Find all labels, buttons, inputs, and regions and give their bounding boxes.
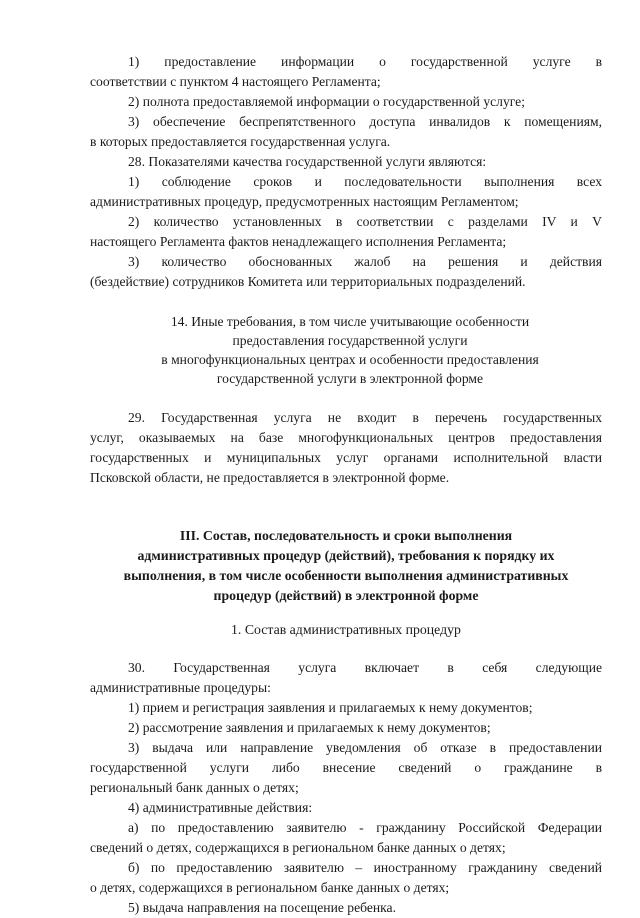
text-line: государственных и муниципальных услуг органами исполнительной власти xyxy=(90,450,602,465)
text-line: а) по предоставлению заявителю - гражданину Российской Федерации xyxy=(128,820,602,835)
text-line: административные процедуры: xyxy=(90,680,271,695)
text-line: административных процедур, предусмотренных настоящим Регламентом; xyxy=(90,194,519,209)
text-line: 2) количество установленных в соответствии с разделами IV и V xyxy=(128,214,602,229)
heading-line: процедур (действий) в электронной форме xyxy=(213,588,479,603)
text-line: 3) обеспечение беспрепятственного доступа инвалидов к помещениям, xyxy=(128,114,602,129)
text-line: настоящего Регламента фактов ненадлежащего исполнения Регламента; xyxy=(90,234,507,249)
paragraph-30 xyxy=(90,658,602,918)
text-line: 28. Показателями качества государственной услуги являются: xyxy=(128,154,487,169)
text-line: государственной услуги либо внесение сведений о гражданине в xyxy=(90,760,602,775)
text-line: (бездействие) сотрудников Комитета или территориальных подразделений. xyxy=(90,274,526,289)
text-line: Псковской области, не предоставляется в электронной форме. xyxy=(90,470,450,485)
text-line: соответствии с пунктом 4 настоящего Регламента; xyxy=(90,74,381,89)
text-line: 2) полнота предоставляемой информации о государственной услуге; xyxy=(128,94,525,109)
text-line: б) по предоставлению заявителю – иностранному гражданину сведений xyxy=(128,860,602,875)
text-line: в которых предоставляется государственная услуга. xyxy=(90,134,391,149)
heading-line: в многофункциональных центрах и особенности предоставления xyxy=(161,352,539,367)
text-line: 1) соблюдение сроков и последовательности выполнения всех xyxy=(128,174,602,189)
paragraph-29 xyxy=(90,408,602,488)
text-line: 1) прием и регистрация заявления и прилагаемых к нему документов; xyxy=(128,700,533,715)
heading-line: III. Состав, последовательность и сроки выполнения xyxy=(179,528,513,543)
text-line: о детях, содержащихся в региональном банке данных о детях; xyxy=(90,880,450,895)
heading-line: 14. Иные требования, в том числе учитывающие особенности xyxy=(170,314,530,329)
text-line: 4) административные действия: xyxy=(128,800,313,815)
text-line: 3) выдача или направление уведомления об отказе в предоставлении xyxy=(128,740,602,755)
text-line: 29. Государственная услуга не входит в перечень государственных xyxy=(128,410,602,425)
heading-line: административных процедур (действий), требования к порядку их xyxy=(137,548,555,563)
text-line: 30. Государственная услуга включает в себя следующие xyxy=(128,660,602,675)
heading-14 xyxy=(112,312,588,388)
heading-line: выполнения, в том числе особенности выполнения административных xyxy=(123,568,569,583)
text-line: 2) рассмотрение заявления и прилагаемых к нему документов; xyxy=(128,720,491,735)
heading-line: государственной услуги в электронной форме xyxy=(216,371,484,386)
text-line: региональный банк данных о детях; xyxy=(90,780,299,795)
text-line: 5) выдача направления на посещение ребенка. xyxy=(128,900,396,915)
heading-line: предоставления государственной услуги xyxy=(232,333,468,348)
text-line: 1) предоставление информации о государственной услуге в xyxy=(128,54,602,69)
quality-indicators-block xyxy=(90,52,602,292)
text-line: 3) количество обоснованных жалоб на решения и действия xyxy=(128,254,602,269)
subsection-1-title: 1. Состав административных процедур xyxy=(231,622,461,637)
section-3-heading xyxy=(90,526,602,606)
text-line: сведений о детях, содержащихся в региональном банке данных о детях; xyxy=(90,840,506,855)
text-line: услуг, оказываемых на базе многофункциональных центров предоставления xyxy=(90,430,602,445)
